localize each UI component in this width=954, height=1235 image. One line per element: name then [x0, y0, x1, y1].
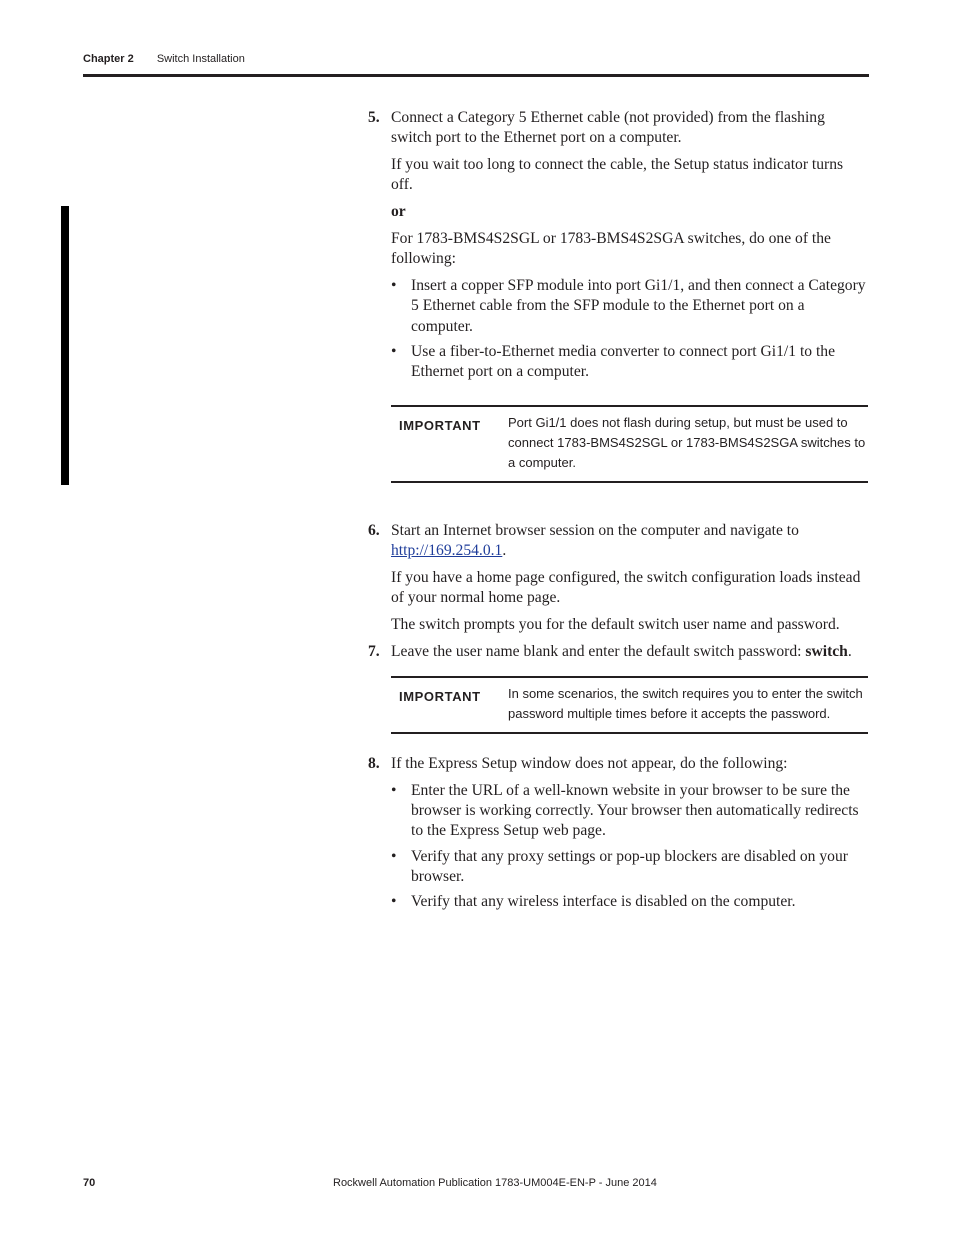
change-bar — [61, 206, 69, 485]
list-item: • Insert a copper SFP module into port Gi1/1, and then connect a Category 5 Ethernet cable from the SFP module to the Ethernet port on a computer. — [391, 277, 866, 335]
bullet-icon: • — [391, 781, 397, 799]
setup-url-link[interactable]: http://169.254.0.1 — [391, 541, 503, 559]
list-item: • Verify that any proxy settings or pop-up blockers are disabled on your browser. — [391, 847, 848, 885]
step-note: If you wait too long to connect the cable, the Setup status indicator turns off. — [391, 156, 844, 194]
list-item: • Use a fiber-to-Ethernet media converter to connect port Gi1/1 to the Ethernet port on a computer. — [391, 342, 836, 381]
bullet-icon: • — [391, 847, 397, 865]
publication-info: Rockwell Automation Publication 1783-UM004E-EN-P - June 2014 — [333, 1177, 657, 1189]
bullet-list — [391, 276, 868, 382]
step-5 — [368, 108, 868, 383]
bullet-list — [391, 781, 868, 913]
step-number: 5. — [368, 109, 380, 126]
important-note — [391, 676, 868, 734]
step-7 — [368, 642, 868, 662]
step-text: For 1783-BMS4S2SGL or 1783-BMS4S2SGA switches, do one of the following: — [391, 229, 831, 268]
important-label: IMPORTANT — [399, 688, 481, 704]
page-number: 70 — [83, 1177, 96, 1189]
important-note — [391, 405, 868, 483]
important-text: In some scenarios, the switch requires you to enter the switch password multiple times before it accepts the password. — [508, 685, 863, 721]
step-number: 8. — [368, 754, 380, 772]
or-label: or — [391, 203, 406, 221]
step-note: If you have a home page configured, the switch configuration loads instead of your normal home page. — [391, 568, 861, 606]
password-value: switch — [805, 642, 848, 660]
main-content — [368, 108, 868, 918]
step-8 — [368, 754, 868, 913]
list-item: • Verify that any wireless interface is disabled on the computer. — [391, 892, 868, 912]
important-text: Port Gi1/1 does not flash during setup, but must be used to connect 1783-BMS4S2SGL or 1783-BMS4S2SGA switches to a computer. — [508, 414, 866, 470]
step-number: 7. — [368, 642, 380, 660]
section-label: Switch Installation — [156, 53, 245, 65]
step-number: 6. — [368, 521, 380, 539]
running-header — [83, 53, 245, 65]
step-text: Start an Internet browser session on the computer and navigate to http://169.254.0.1. — [391, 521, 799, 559]
step-text: Leave the user name blank and enter the default switch password: switch. — [391, 642, 852, 660]
step-6 — [368, 521, 868, 635]
important-label: IMPORTANT — [399, 417, 481, 433]
step-note: The switch prompts you for the default switch user name and password. — [391, 615, 840, 633]
chapter-label: Chapter 2 — [83, 53, 134, 65]
header-rule — [83, 74, 869, 77]
list-item: • Enter the URL of a well-known website in your browser to be sure the browser is working correctly. Your browser then automatically redirects to the Express Setup web page. — [391, 781, 859, 840]
bullet-icon: • — [391, 893, 397, 911]
bullet-icon: • — [391, 277, 397, 295]
step-text: If the Express Setup window does not appear, do the following: — [391, 754, 788, 772]
bullet-icon: • — [391, 342, 397, 360]
step-text: Connect a Category 5 Ethernet cable (not provided) from the flashing switch port to the Ethernet port on a computer. — [391, 109, 825, 147]
